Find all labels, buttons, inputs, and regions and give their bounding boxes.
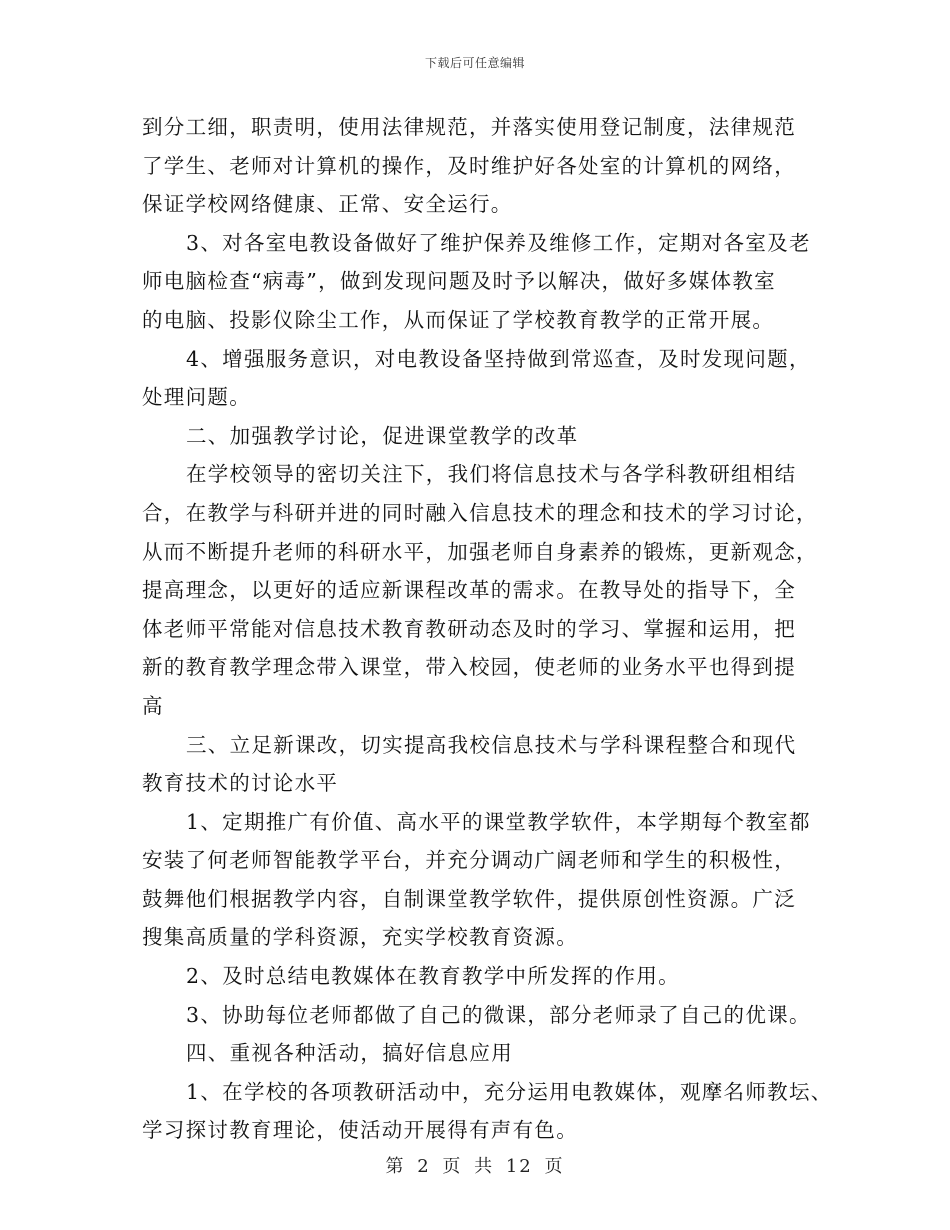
text-line: 处理问题。 [142,385,251,410]
text-line: 了学生、老师对计算机的操作，及时维护好各处室的计算机的网络， [142,153,796,178]
paragraph-start: 4、增强服务意识，对电教设备坚持做到常巡查，及时发现问题， [186,346,811,371]
text-line: 教育技术的讨论水平 [142,771,339,796]
document-body [142,108,833,1150]
text-line: 保证学校网络健康、正常、安全运行。 [142,192,513,217]
section-heading: 三、立足新课改，切实提高我校信息技术与学科课程整合和现代 [186,732,797,757]
text-line: 到分工细，职责明，使用法律规范，并落实使用登记制度，法律规范 [142,115,796,139]
text-line: 提高理念，以更好的适应新课程改革的需求。在教导处的指导下，全 [142,578,796,603]
text-line: 师电脑检查“病毒”，做到发现问题及时予以解决，做好多媒体教室 [142,269,776,294]
text-line: 学习探讨教育理论，使活动开展得有声有色。 [142,1118,578,1143]
section-heading: 二、加强教学讨论，促进课堂教学的改革 [186,423,579,448]
paragraph-start: 1、定期推广有价值、高水平的课堂教学软件，本学期每个教室都 [186,809,811,834]
page-header: 下载后可任意编辑 [424,56,525,70]
paragraph-start: 3、对各室电教设备做好了维护保养及维修工作，定期对各室及老 [186,230,811,255]
text-line: 安装了何老师智能教学平台，并充分调动广阔老师和学生的积极性， [142,848,796,873]
text-line: 合，在教学与科研并进的同时融入信息技术的理念和技术的学习讨论， [142,500,818,525]
paragraph-start: 3、协助每位老师都做了自己的微课，部分老师录了自己的优课。 [186,1002,811,1027]
text-line: 新的教育教学理念带入课堂，带入校园，使老师的业务水平也得到提 [142,655,796,680]
text-line: 体老师平常能对信息技术教育教研动态及时的学习、掌握和运用，把 [142,616,796,641]
text-line: 高 [142,693,164,718]
text-line: 搜集高质量的学科资源，充实学校教育资源。 [142,925,578,950]
text-line: 的电脑、投影仪除尘工作，从而保证了学校教育教学的正常开展。 [142,307,775,332]
paragraph-start: 1、在学校的各项教研活动中，充分运用电教媒体，观摩名师教坛、 [186,1079,833,1104]
section-heading: 四、重视各种活动，搞好信息应用 [186,1041,513,1066]
paragraph-start: 2、及时总结电教媒体在教育教学中所发挥的作用。 [186,964,680,989]
paragraph-start: 在学校领导的密切关注下，我们将信息技术与各学科教研组相结 [186,462,797,487]
text-line: 鼓舞他们根据教学内容，自制课堂教学软件，提供原创性资源。广泛 [142,886,796,911]
text-line: 从而不断提升老师的科研水平，加强老师自身素养的锻炼，更新观念， [142,539,818,564]
page-footer: 第 2 页 共 12 页 [385,1156,565,1177]
